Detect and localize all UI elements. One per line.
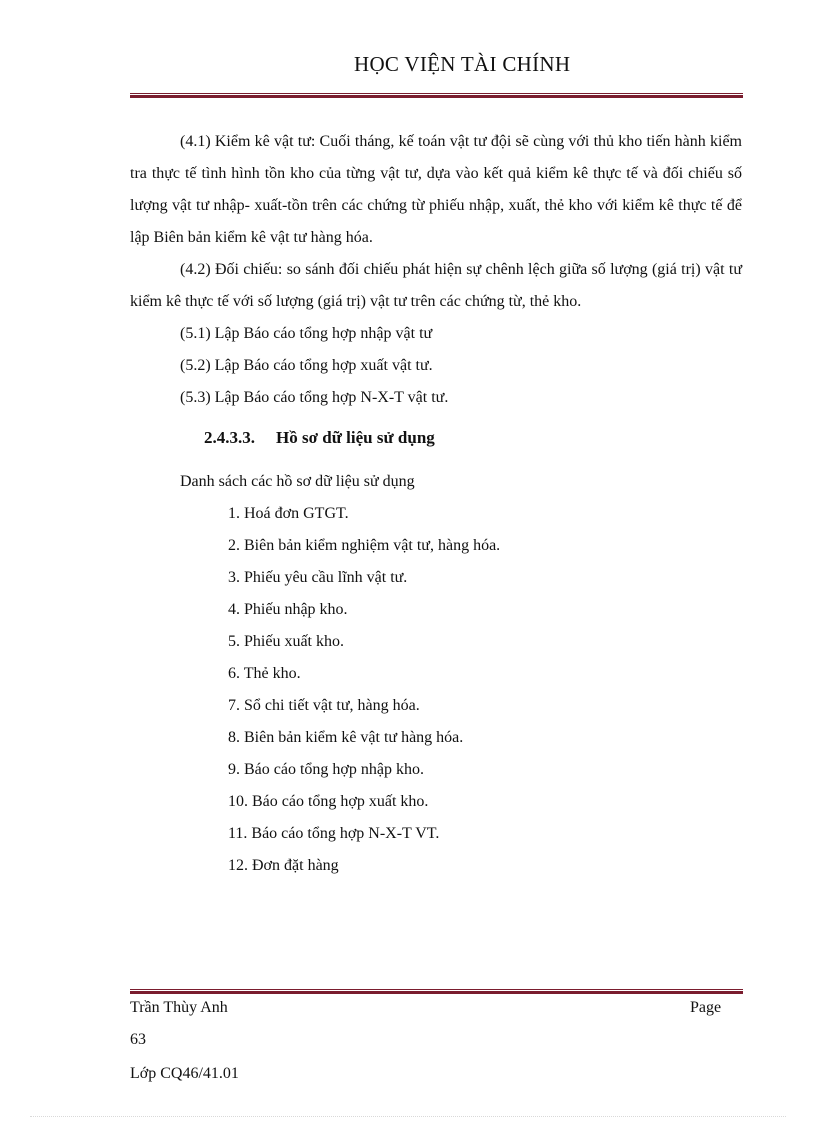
list-item: 8. Biên bản kiểm kê vật tư hàng hóa. xyxy=(228,729,464,746)
paragraph-reconciliation: (4.2) Đối chiếu: so sánh đối chiếu phát hiện sự chênh lệch giữa số lượng (giá trị) vật tư kiểm kê thực tế với số lượng (giá trị) vật tư trên các chứng từ, thẻ kho. xyxy=(130,261,742,310)
report-line-import: (5.1) Lập Báo cáo tổng hợp nhập vật tư xyxy=(180,325,433,342)
footer-page-label: Page xyxy=(690,999,722,1016)
header-title: HỌC VIỆN TÀI CHÍNH xyxy=(354,52,571,76)
list-item: 6. Thẻ kho. xyxy=(228,665,301,682)
section-heading xyxy=(204,428,435,448)
section-number: 2.4.3.3. xyxy=(204,428,255,447)
list-item: 7. Sổ chi tiết vật tư, hàng hóa. xyxy=(228,697,420,714)
footer-author: Trần Thùy Anh xyxy=(130,999,228,1016)
paragraph-inventory-count: (4.1) Kiểm kê vật tư: Cuối tháng, kế toán vật tư đội sẽ cùng với thủ kho tiến hành kiểm tra thực tế tình hình tồn kho của từng vật tư, dựa vào kết quả kiểm kê thực tế và đối chiếu số lượng vật tư nhập- xuất-tồn trên các chứng từ phiếu nhập, xuất, thẻ kho với kiểm kê thực tế để lập Biên bản kiểm kê vật tư hàng hóa. xyxy=(130,133,742,246)
list-item: 9. Báo cáo tổng hợp nhập kho. xyxy=(228,761,424,778)
section-title: Hồ sơ dữ liệu sử dụng xyxy=(276,428,435,447)
list-item: 12. Đơn đặt hàng xyxy=(228,857,339,874)
page-edge-dotted-line xyxy=(30,1116,786,1117)
list-intro: Danh sách các hồ sơ dữ liệu sử dụng xyxy=(180,473,415,490)
list-item: 10. Báo cáo tổng hợp xuất kho. xyxy=(228,793,429,810)
list-item: 11. Báo cáo tổng hợp N-X-T VT. xyxy=(228,825,440,842)
list-item: 5. Phiếu xuất kho. xyxy=(228,633,344,650)
footer-class: Lớp CQ46/41.01 xyxy=(130,1065,239,1082)
list-item: 2. Biên bản kiểm nghiệm vật tư, hàng hóa. xyxy=(228,537,501,554)
report-line-nxt: (5.3) Lập Báo cáo tổng hợp N-X-T vật tư. xyxy=(180,389,449,406)
header-divider xyxy=(130,93,743,98)
footer-page-number: 63 xyxy=(130,1031,146,1048)
list-item: 1. Hoá đơn GTGT. xyxy=(228,505,349,522)
list-item: 3. Phiếu yêu cầu lĩnh vật tư. xyxy=(228,569,408,586)
list-item: 4. Phiếu nhập kho. xyxy=(228,601,348,618)
report-line-export: (5.2) Lập Báo cáo tổng hợp xuất vật tư. xyxy=(180,357,433,374)
document-list xyxy=(228,498,500,882)
